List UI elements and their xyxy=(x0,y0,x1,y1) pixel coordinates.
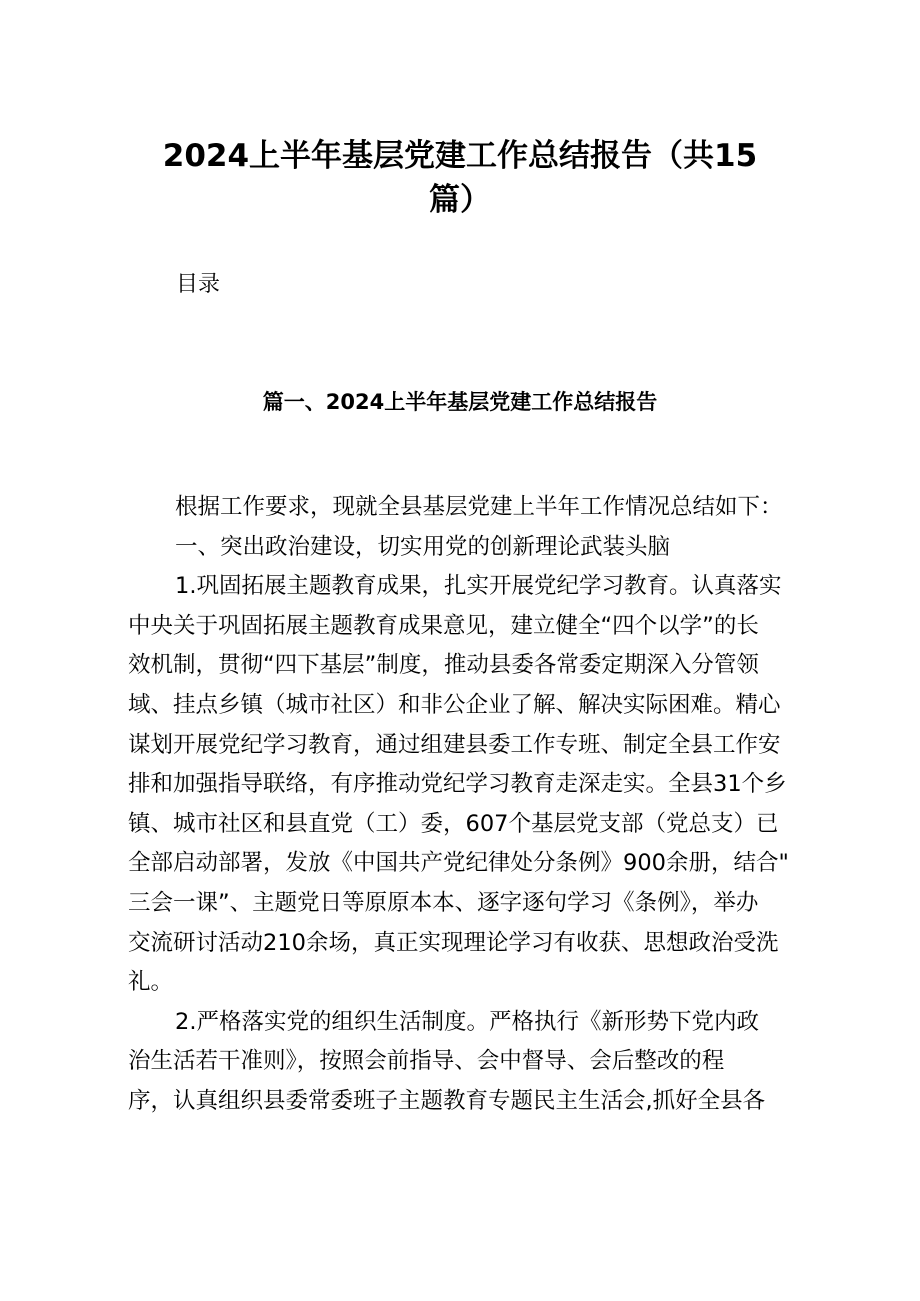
body-line: 排和加强指导联络，有序推动党纪学习教育走深走实。全县31个乡 xyxy=(128,771,787,798)
document-title-line-1: 2024上半年基层党建工作总结报告（共15 xyxy=(162,138,758,174)
body-line: 治生活若干准则》，按照会前指导、会中督导、会后整改的程 xyxy=(128,1048,725,1075)
document-title xyxy=(140,134,780,222)
body-line: 交流研讨活动210余场，真正实现理论学习有收获、思想政治受洗 xyxy=(128,929,779,956)
table-of-contents-label: 目录 xyxy=(176,272,221,297)
body-line: 序，认真组织县委常委班子主题教育专题民主生活会,抓好全县各 xyxy=(128,1087,766,1114)
body-line: 礼。 xyxy=(128,969,174,996)
body-line: 效机制，贯彻“四下基层”制度，推动县委各常委定期深入分管领 xyxy=(128,652,759,679)
body-line: 中央关于巩固拓展主题教育成果意见，建立健全“四个以学”的长 xyxy=(128,612,759,639)
body-line: 根据工作要求，现就全县基层党建上半年工作情况总结如下： xyxy=(175,494,783,520)
body-line: 镇、城市社区和县直党（工）委，607个基层党支部（党总支）已 xyxy=(128,810,779,837)
body-text xyxy=(128,488,808,1122)
body-line: 三会一课”、主题党日等原原本本、逐字逐句学习《条例》，举办 xyxy=(128,889,759,916)
body-line: 2.严格落实党的组织生活制度。严格执行《新形势下党内政 xyxy=(175,1008,759,1035)
body-line: 1.巩固拓展主题教育成果，扎实开展党纪学习教育。认真落实 xyxy=(175,573,782,600)
body-line: 域、挂点乡镇（城市社区）和非公企业了解、解决实际困难。精心 xyxy=(128,691,781,718)
body-line: 一、突出政治建设，切实用党的创新理论武装头脑 xyxy=(175,533,671,560)
body-line: 全部启动部署，发放《中国共产党纪律处分条例》900余册，结合" xyxy=(128,850,789,877)
body-line: 谋划开展党纪学习教育，通过组建县委工作专班、制定全县工作安 xyxy=(128,731,781,758)
document-title-line-2: 篇） xyxy=(429,182,491,218)
section-heading: 篇一、2024上半年基层党建工作总结报告 xyxy=(262,390,658,414)
